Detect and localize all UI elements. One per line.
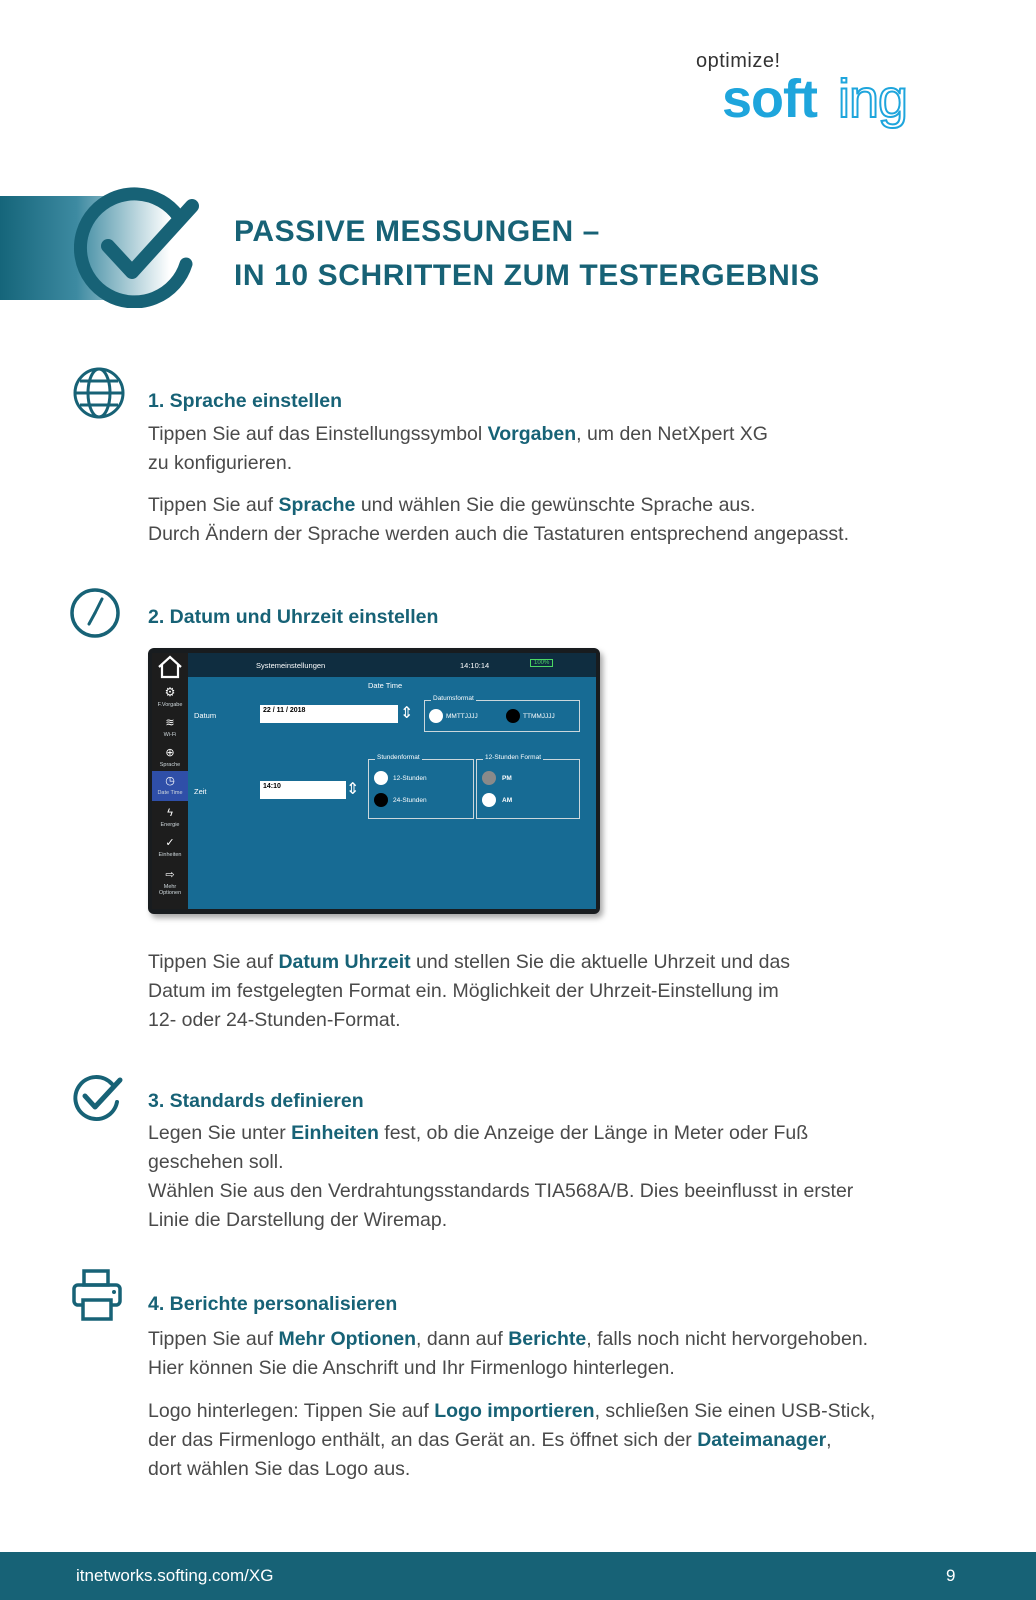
- wifi-icon: ≋: [165, 717, 175, 729]
- gear-icon: ⚙: [164, 685, 176, 699]
- text-run: Tippen Sie auf: [148, 494, 279, 516]
- section-3-heading: 3. Standards definieren: [148, 1090, 364, 1112]
- section-1-paragraph-1: [148, 420, 968, 478]
- text-run: fest, ob die Anzeige der Länge in Meter oder Fuß: [378, 1122, 809, 1144]
- text-run: Wählen Sie aus den Verdrahtungsstandards TIA568A/B. Dies beeinflusst in erster: [148, 1180, 854, 1202]
- ampm-group: [476, 754, 580, 819]
- text-run: , falls noch nicht hervorgehoben.: [586, 1328, 869, 1350]
- text-run: und stellen Sie die aktuelle Uhrzeit und das: [410, 951, 791, 973]
- date-label: Datum: [194, 711, 217, 720]
- logo-name-outline: ing: [838, 69, 908, 129]
- hour-format-group: [368, 754, 474, 819]
- page-number: 9: [946, 1566, 956, 1585]
- text-run: dort wählen Sie das Logo aus.: [148, 1458, 411, 1480]
- emphasis-vorgaben: Vorgaben: [487, 423, 577, 445]
- text-run: , dann auf: [416, 1328, 509, 1350]
- logo-tagline: optimize!: [696, 50, 781, 72]
- emphasis-datum-uhrzeit: Datum Uhrzeit: [278, 951, 411, 973]
- date-field: [260, 705, 398, 723]
- side-item-energie: [152, 803, 188, 828]
- radio-label: 12-Stunden: [393, 775, 427, 782]
- device-subtitle: Date Time: [368, 681, 403, 690]
- page-title-line1: PASSIVE MESSUNGEN –: [234, 215, 600, 248]
- side-item-mehr: [152, 865, 188, 896]
- time-label: Zeit: [194, 787, 207, 796]
- side-item-label: Sprache: [159, 762, 181, 768]
- side-item-datetime: [152, 771, 188, 801]
- hour-format-legend: Stundenformat: [377, 754, 420, 761]
- device-sidebar: [152, 653, 188, 909]
- side-item-label: F.Vorgabe: [157, 702, 183, 708]
- text-run: zu konfigurieren.: [148, 452, 293, 474]
- device-topbar-title: Systemeinstellungen: [256, 661, 326, 670]
- lightning-icon: ϟ: [167, 807, 173, 819]
- check-circle-icon: [70, 1070, 124, 1124]
- text-run: Durch Ändern der Sprache werden auch die Tastaturen entsprechend angepasst.: [148, 523, 850, 545]
- emphasis-einheiten: Einheiten: [291, 1122, 379, 1144]
- side-item-label: Energie: [160, 822, 180, 828]
- radio-label: 24-Stunden: [393, 797, 427, 804]
- clock-icon: [68, 586, 122, 640]
- home-icon: [156, 655, 184, 679]
- radio-pm: [482, 771, 496, 785]
- date-format-legend: Datumsformat: [433, 695, 474, 702]
- time-stepper-icon: ⇕: [346, 781, 360, 798]
- section-2-paragraph-1: [148, 948, 968, 1035]
- radio-am: [482, 793, 496, 807]
- radio-label: AM: [502, 797, 513, 804]
- side-item-wifi: [152, 713, 188, 738]
- footer-url: itnetworks.softing.com/XG: [76, 1566, 274, 1585]
- text-run: 12- oder 24-Stunden-Format.: [148, 1009, 401, 1031]
- text-run: , um den NetXpert XG: [576, 423, 768, 445]
- battery-indicator: 100%: [530, 659, 553, 667]
- time-value: 14:10: [263, 783, 281, 790]
- section-2-heading: 2. Datum und Uhrzeit einstellen: [148, 606, 439, 628]
- globe-icon: ⊕: [165, 747, 175, 759]
- page-footer: [0, 1552, 1036, 1600]
- emphasis-logo-importieren: Logo importieren: [434, 1400, 595, 1422]
- ampm-legend: 12-Stunden Format: [485, 754, 542, 761]
- arrow-right-icon: ⇨: [165, 869, 175, 881]
- text-run: ,: [826, 1429, 832, 1451]
- side-item-label: Date Time: [157, 790, 183, 796]
- text-run: Logo hinterlegen: Tippen Sie auf: [148, 1400, 435, 1422]
- time-field: [260, 781, 346, 799]
- radio-label: MMTTJJJJ: [446, 713, 478, 720]
- date-stepper-icon: ⇕: [400, 705, 414, 722]
- section-3-paragraph-1: [148, 1119, 968, 1235]
- section-1-paragraph-2: [148, 491, 968, 549]
- radio-label: TTMMJJJJ: [523, 713, 555, 720]
- text-run: Hier können Sie die Anschrift und Ihr Firmenlogo hinterlegen.: [148, 1357, 675, 1379]
- text-run: und wählen Sie die gewünschte Sprache aus.: [355, 494, 756, 516]
- radio-mmttjjjj: [429, 709, 443, 723]
- side-item-vorgabe: [152, 683, 188, 708]
- section-1-heading: 1. Sprache einstellen: [148, 390, 343, 412]
- section-4-paragraph-2: [148, 1397, 968, 1484]
- emphasis-berichte: Berichte: [508, 1328, 587, 1350]
- radio-12-stunden: [374, 771, 388, 785]
- radio-ttmmjjjj: [506, 709, 520, 723]
- emphasis-dateimanager: Dateimanager: [697, 1429, 827, 1451]
- side-item-label: Wi-Fi: [163, 732, 177, 738]
- section-4-paragraph-1: [148, 1325, 968, 1383]
- radio-24-stunden: [374, 793, 388, 807]
- text-run: , schließen Sie einen USB-Stick,: [594, 1400, 876, 1422]
- date-value: 22 / 11 / 2018: [263, 707, 306, 714]
- device-screen: [188, 653, 596, 909]
- softing-logo: [686, 46, 956, 146]
- clock-icon: ◷: [165, 775, 175, 787]
- radio-label: PM: [502, 775, 512, 782]
- text-run: Tippen Sie auf: [148, 951, 279, 973]
- section-4-heading: 4. Berichte personalisieren: [148, 1293, 398, 1315]
- side-item-einheiten: [152, 833, 188, 858]
- side-item-sprache: [152, 743, 188, 768]
- device-topbar-time: 14:10:14: [460, 661, 490, 670]
- printer-icon: [70, 1268, 124, 1322]
- check-circle-icon: ✓: [165, 837, 175, 849]
- text-run: Linie die Darstellung der Wiremap.: [148, 1209, 448, 1231]
- text-run: der das Firmenlogo enthält, an das Gerät an. Es öffnet sich der: [148, 1429, 698, 1451]
- text-run: geschehen soll.: [148, 1151, 284, 1173]
- side-item-label: Mehr Optionen: [158, 884, 182, 896]
- globe-icon: [72, 366, 126, 420]
- emphasis-mehr-optionen: Mehr Optionen: [278, 1328, 417, 1350]
- page-title-line2: IN 10 SCHRITTEN ZUM TESTERGEBNIS: [234, 259, 820, 292]
- side-item-label: Einheiten: [158, 852, 182, 858]
- page-title: [234, 210, 820, 298]
- text-run: Tippen Sie auf: [148, 1328, 279, 1350]
- text-run: Datum im festgelegten Format ein. Möglichkeit der Uhrzeit-Einstellung im: [148, 980, 779, 1002]
- checkmark-circle-icon: [74, 186, 204, 308]
- text-run: Legen Sie unter: [148, 1122, 292, 1144]
- emphasis-sprache: Sprache: [278, 494, 356, 516]
- text-run: Tippen Sie auf das Einstellungssymbol: [148, 423, 488, 445]
- logo-name-bold: soft: [722, 69, 817, 129]
- device-screenshot: [148, 648, 600, 914]
